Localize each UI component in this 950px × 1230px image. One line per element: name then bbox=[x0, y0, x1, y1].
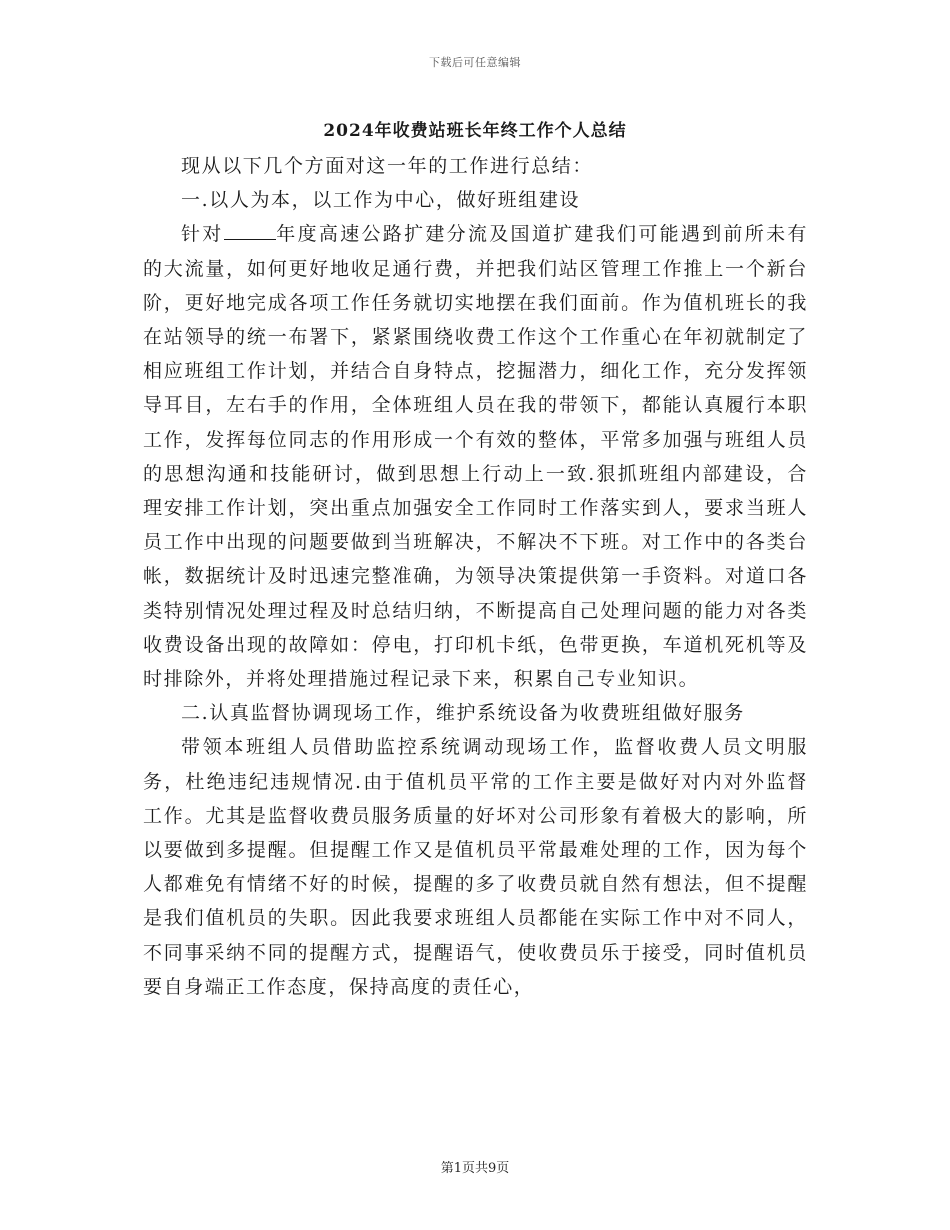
section-1-heading: 一.以人为本，以工作为中心，做好班组建设 bbox=[181, 189, 581, 212]
page-number-footer: 第1页共9页 bbox=[440, 1161, 510, 1176]
document-body bbox=[143, 149, 808, 1004]
section-2-heading: 二.认真监督协调现场工作，维护系统设备为收费班组做好服务 bbox=[181, 702, 745, 725]
section-1-body-text: 年度高速公路扩建分流及国道扩建我们可能遇到前所未有的大流量，如何更好地收足通行费，并把我们站区管理工作推上一个新台阶，更好地完成各项工作任务就切实地摆在我们面前。作为值机班长的我在站领导的统一布署下，紧紧围绕收费工作这个工作重心在年初就制定了相应班组工作计划，并结合自身特点，挖掘潜力，细化工作，充分发挥领导耳目，左右手的作用，全体班组人员在我的带领下，都能认真履行本职工作，发挥每位同志的作用形成一个有效的整体，平常多加强与班组人员的思想沟通和技能研讨，做到思想上行动上一致.狠抓班组内部建设，合理安排工作计划，突出重点加强安全工作同时工作落实到人，要求当班人员工作中出现的问题要做到当班解决，不解决不下班。对工作中的各类台帐，数据统计及时迅速完整准确，为领导决策提供第一手资料。对道口各类特别情况处理过程及时总结归纳，不断提高自己处理问题的能力对各类收费设备出现的故障如：停电，打印机卡纸，色带更换，车道机死机等及时排除外，并将处理措施过程记录下来，积累自己专业知识。 bbox=[143, 223, 808, 691]
document-title: 2024年收费站班长年终工作个人总结 bbox=[323, 121, 627, 141]
section-2-paragraph: 带领本班组人员借助监控系统调动现场工作，监督收费人员文明服务，杜绝违纪违规情况.由于值机员平常的工作主要是做好对内对外监督工作。尤其是监督收费员服务质量的好坏对公司形象有着极大的影响，所以要做到多提醒。但提醒工作又是值机员平常最难处理的工作，因为每个人都难免有情绪不好的时候，提醒的多了收费员就自然有想法，但不提醒是我们值机员的失职。因此我要求班组人员都能在实际工作中对不同人，不同事采纳不同的提醒方式，提醒语气，使收费员乐于接受，同时值机员要自身端正工作态度，保持高度的责任心， bbox=[143, 736, 808, 998]
intro-paragraph: 现从以下几个方面对这一年的工作进行总结： bbox=[181, 155, 594, 177]
fill-in-blank bbox=[224, 238, 276, 240]
section-1-paragraph bbox=[143, 217, 808, 696]
section-1-lead-text: 针对 bbox=[181, 223, 224, 246]
page-header-note: 下载后可任意编辑 bbox=[429, 56, 521, 69]
